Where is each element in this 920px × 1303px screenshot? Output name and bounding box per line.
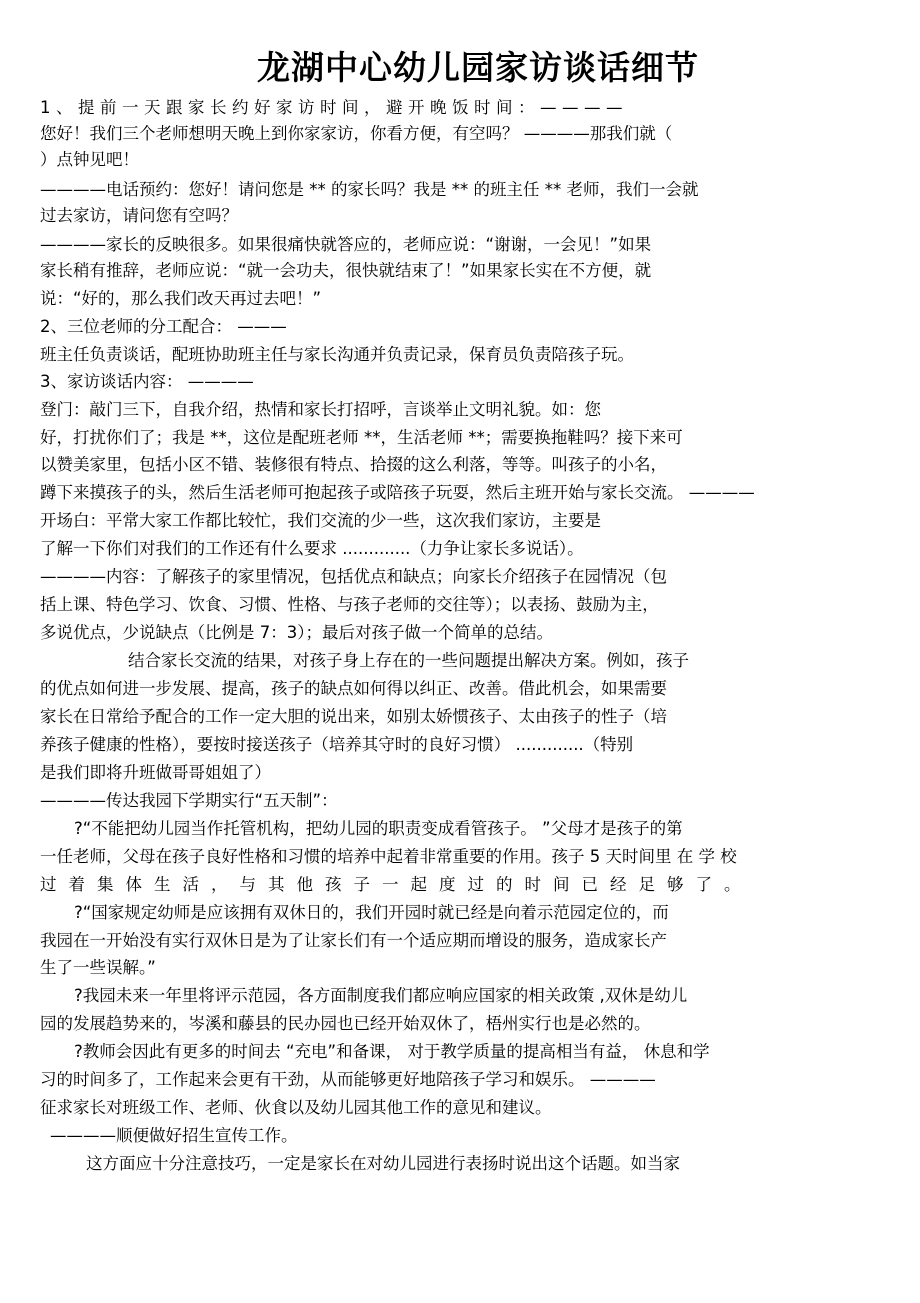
text-line: 班主任负责谈话，配班协助班主任与家长沟通并负责记录，保育员负责陪孩子玩。 bbox=[40, 345, 634, 364]
text-line: 家长稍有推辞，老师应说：“就一会功夫，很快就结束了！”如果家长实在不方便，就 bbox=[40, 261, 652, 280]
text-line: 过去家访，请问您有空吗？ bbox=[40, 206, 238, 225]
text-line: 征求家长对班级工作、老师、伙食以及幼儿园其他工作的意见和建议。 bbox=[40, 1098, 552, 1117]
text-line: ?“不能把幼儿园当作托管机构，把幼儿园的职责变成看管孩子。 ”父母才是孩子的第 bbox=[74, 819, 683, 838]
text-line: ?教师会因此有更多的时间去 “充电”和备课， 对于教学质量的提高相当有益， 休息和学 bbox=[74, 1042, 710, 1061]
text-line: ）点钟见吧！ bbox=[40, 150, 139, 169]
text-line: 说：“好的，那么我们改天再过去吧！” bbox=[40, 289, 322, 308]
text-line: 我园在一开始没有实行双休日是为了让家长们有一个适应期而增设的服务，造成家长产 bbox=[40, 931, 667, 950]
text-line: 生了一些误解。” bbox=[40, 958, 156, 977]
text-line: 蹲下来摸孩子的头，然后生活老师可抱起孩子或陪孩子玩耍，然后主班开始与家长交流。 ———— bbox=[40, 483, 755, 502]
text-line: ————顺便做好招生宣传工作。 bbox=[50, 1126, 298, 1145]
text-line: 习的时间多了，工作起来会更有干劲，从而能够更好地陪孩子学习和娱乐。 ———— bbox=[40, 1070, 656, 1089]
text-line: 一任老师，父母在孩子良好性格和习惯的培养中起着非常重要的作用。孩子 5 天时间里 在 学 校 bbox=[40, 847, 737, 866]
text-line: 登门：敲门三下，自我介绍，热情和家长打招呼，言谈举止文明礼貌。如：您 bbox=[40, 400, 601, 419]
text-line: 园的发展趋势来的，岑溪和藤县的民办园也已经开始双休了，梧州实行也是必然的。 bbox=[40, 1014, 651, 1033]
text-line: ————传达我园下学期实行“五天制”： bbox=[40, 791, 338, 810]
text-line: ?我园未来一年里将评示范园，各方面制度我们都应响应国家的相关政策 ,双休是幼儿 bbox=[74, 986, 688, 1005]
text-line: 养孩子健康的性格），要按时接送孩子（培养其守时的良好习惯） .............（特别 bbox=[40, 735, 634, 754]
text-line: 2、三位老师的分工配合： ——— bbox=[40, 317, 287, 336]
text-line: 的优点如何进一步发展、提高，孩子的缺点如何得以纠正、改善。借此机会，如果需要 bbox=[40, 679, 667, 698]
text-line: 以赞美家里，包括小区不错、装修很有特点、拾掇的这么利落，等等。叫孩子的小名， bbox=[40, 455, 667, 474]
text-line: 结合家长交流的结果，对孩子身上存在的一些问题提出解决方案。例如，孩子 bbox=[128, 651, 689, 670]
text-line: 括上课、特色学习、饮食、习惯、性格、与孩子老师的交往等）；以表扬、鼓励为主， bbox=[40, 595, 659, 614]
text-line: ————内容：了解孩子的家里情况，包括优点和缺点；向家长介绍孩子在园情况（包 bbox=[40, 567, 667, 586]
text-line: 了解一下你们对我们的工作还有什么要求 .............（力争让家长多说话）。 bbox=[40, 539, 584, 558]
text-line: ————电话预约：您好！请问您是 ** 的家长吗？我是 ** 的班主任 ** 老师，我们一会就 bbox=[40, 180, 699, 199]
text-line: 是我们即将升班做哥哥姐姐了） bbox=[40, 763, 271, 782]
document-title: 龙湖中心幼儿园家访谈话细节 bbox=[257, 48, 699, 87]
text-line: 1、提前一天跟家长约好家访时间，避开晚饭时间：———— bbox=[40, 98, 628, 117]
text-line: ————家长的反映很多。如果很痛快就答应的，老师应说：“谢谢，一会见！”如果 bbox=[40, 235, 652, 254]
text-line: 家长在日常给予配合的工作一定大胆的说出来，如别太娇惯孩子、太由孩子的性子（培 bbox=[40, 707, 667, 726]
text-line: 您好！我们三个老师想明天晚上到你家家访，你看方便，有空吗？ ————那我们就（ bbox=[40, 124, 673, 143]
text-line: 过着集体生活，与其他孩子一起度过的时间已经足够了。 bbox=[40, 875, 753, 894]
text-line: 3、家访谈话内容： ———— bbox=[40, 372, 254, 391]
text-line: 好，打扰你们了；我是 **，这位是配班老师 **，生活老师 **；需要换拖鞋吗？接下来可 bbox=[40, 428, 683, 447]
text-line: 开场白：平常大家工作都比较忙，我们交流的少一些，这次我们家访，主要是 bbox=[40, 511, 601, 530]
text-line: 这方面应十分注意技巧，一定是家长在对幼儿园进行表扬时说出这个话题。如当家 bbox=[86, 1154, 680, 1173]
text-line: 多说优点，少说缺点（比例是 7：3）；最后对孩子做一个简单的总结。 bbox=[40, 623, 553, 642]
text-line: ?“国家规定幼师是应该拥有双休日的，我们开园时就已经是向着示范园定位的，而 bbox=[74, 903, 669, 922]
